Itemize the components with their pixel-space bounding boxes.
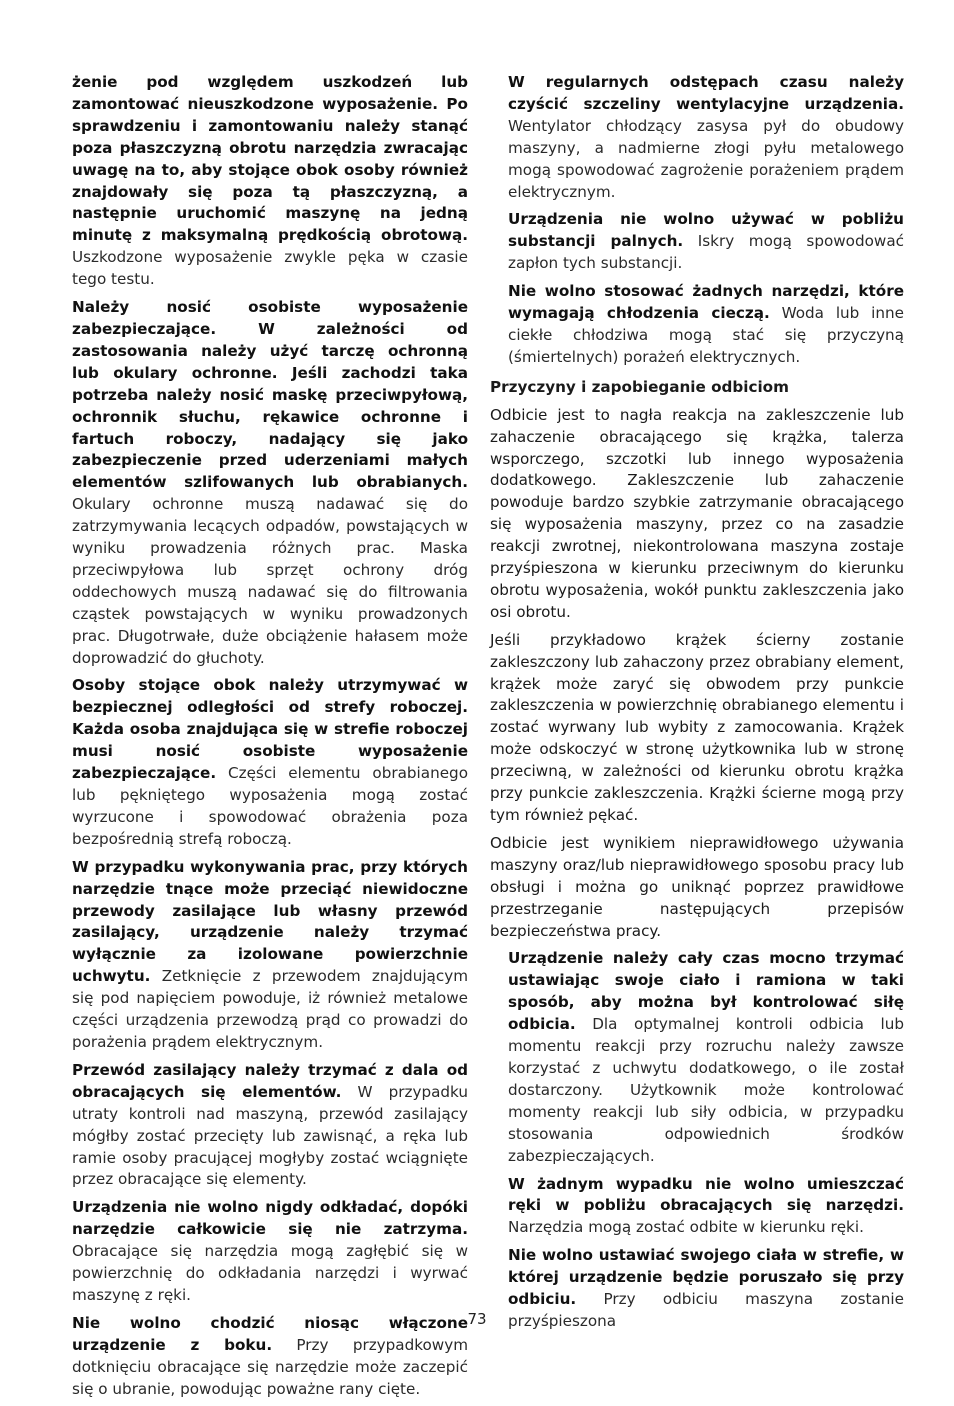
safety-paragraph — [508, 1174, 904, 1240]
safety-paragraph — [72, 297, 468, 669]
right-column — [490, 72, 904, 1339]
paragraph-bold-lead: Należy nosić osobiste wyposażenie zabezpieczające. W zależności od zastosowania należy użyć tarczę ochronną lub okulary ochronne. Jeśli zachodzi taka potrzeba należy nosić maskę przeciwpyłową, ochronnik słuchu, rękawice ochronne i fartuch roboczy, nadający się jako zabezpieczenie przed uderzeniami małych elementów szlifowanych lub obrabianych. — [72, 298, 468, 492]
paragraph-bold-lead: Osoby stojące obok należy utrzymywać w bezpiecznej odległości od strefy roboczej. Każda osoba znajdująca się w strefie roboczej musi nosić osobiste wyposażenie zabezpieczające. — [72, 676, 468, 783]
paragraph-bold-lead: W żadnym wypadku nie wolno umieszczać ręki w pobliżu obracających się narzędzi. — [508, 1174, 904, 1215]
paragraph-bold-lead: Urządzenia nie wolno używać w pobliżu substancji palnych. — [508, 210, 904, 251]
paragraph-bold-lead: Nie wolno ustawiać swojego ciała w strefie, w której urządzenie będzie poruszało się przy odbiciu. — [508, 1246, 904, 1309]
paragraph-bold-lead: żenie pod względem uszkodzeń lub zamontować nieuszkodzone wyposażenie. Po sprawdzeniu i zamontowaniu należy stanąć poza płaszczyzną obrotu narzędzia zwracając uwagę na to, aby stojące obok osoby również znajdowały się poza tą płaszczyzną, a następnie uruchomić maszynę na jedną minutę z maksymalną prędkością obrotową. — [72, 73, 468, 245]
safety-paragraph — [72, 1197, 468, 1307]
left-column — [72, 72, 468, 1406]
paragraph-body: Przy przypadkowym dotknięciu obracające się narzędzie może zaczepić się o ubranie, powodując poważne rany cięte. — [72, 1335, 468, 1398]
paragraph-body: Woda lub inne ciekłe chłodziwa mogą stać się przyczyną (śmiertelnych) porażeń elektrycznych. — [508, 304, 904, 366]
body-paragraph: Odbicie jest to nagła reakcja na zakleszczenie lub zahaczenie obracającego się krążka, talerza wsporczego, szczotki lub innego wyposażenia dodatkowego. Zakleszczenie lub zahaczenie powoduje bardzo szybkie zatrzymanie obracającego się wyposażenia maszyny, przez co na zasadzie reakcji zwrotnej, niekontrolowana maszyna zostaje przyśpieszona w kierunku przeciwnym do kierunku obrotu wyposażenia, wokół punktu zakleszczenia jako osi obrotu. — [490, 405, 904, 621]
paragraph-bold-lead: W regularnych odstępach czasu należy czyścić szczeliny wentylacyjne urządzenia. — [508, 73, 904, 113]
paragraph-bold-lead: Urządzenia nie wolno nigdy odkładać, dopóki narzędzie całkowicie się nie zatrzyma. — [72, 1198, 468, 1239]
paragraph-body: Narzędzia mogą zostać odbite w kierunku ręki. — [508, 1218, 864, 1237]
paragraph-body: Okulary ochronne muszą nadawać się do zatrzymywania lecących odpadów, powstających w wyniku prowadzenia różnych prac. Maska przeciwpyłowa lub sprzęt ochrony dróg oddechowych muszą nadawać się do filtrowania cząstek powstających w wyniku prowadzonych prac. Długotrwałe, duże obciążenie hałasem może doprowadzić do głuchoty. — [72, 495, 468, 667]
safety-paragraph — [508, 209, 904, 275]
safety-paragraph — [72, 857, 468, 1054]
safety-paragraph — [72, 72, 468, 291]
safety-paragraph — [72, 1060, 468, 1191]
paragraph-body: Iskry mogą spowodować zapłon tych substancji. — [508, 232, 904, 273]
body-paragraph: Jeśli przykładowo krążek ścierny zostanie zakleszczony lub zahaczony przez obrabiany element, krążek może zaryć się obwodem przy punkcie zakleszczenia w powierzchnię obrabianego elementu i zostać wyrwany lub wybity z zamocowania. Krążek może odskoczyć w stronę użytkownika lub w stronę przeciwną, w zależności od kierunku obrotu krążka przy punkcie zakleszczenia. Krążki ścierne mogą przy tym również pękać. — [490, 630, 904, 824]
safety-paragraph — [72, 675, 468, 850]
paragraph-body: Przy odbiciu maszyna zostanie przyśpieszona — [508, 1290, 904, 1330]
paragraph-bold-lead: W przypadku wykonywania prac, przy których narzędzie tnące może przeciąć niewidoczne przewody zasilające lub własny przewód zasilający, urządzenie należy trzymać wyłącznie za izolowane powierzchnie uchwytu. — [72, 857, 468, 986]
paragraph-bold-lead: Nie wolno chodzić niosąc włączone urządzenie z boku. — [72, 1313, 468, 1354]
paragraph-body: Obracające się narzędzia mogą zagłębić się w powierzchnię do odkładania narzędzi i wyrwać maszynę z ręki. — [72, 1242, 468, 1304]
paragraph-body: Uszkodzone wyposażenie zwykle pęka w czasie tego testu. — [72, 248, 468, 289]
page-number: 73 — [467, 1310, 487, 1328]
safety-paragraph — [508, 281, 904, 369]
section-heading: Przyczyny i zapobieganie odbiciom — [490, 377, 789, 396]
body-paragraph: Odbicie jest wynikiem nieprawidłowego używania maszyny oraz/lub nieprawidłowego sposobu pracy lub obsługi i można go uniknąć poprzez prawidłowe przestrzeganie następujących przepisów bezpieczeństwa pracy. — [490, 833, 904, 940]
paragraph-body: Dla optymalnej kontroli odbicia lub momentu reakcji przy rozruchu należy zawsze korzystać z uchwytu dodatkowego, o ile został dostarczony. Użytkownik może kontrolować momenty reakcji lub siły odbicia, w przypadku stosowania odpowiednich środków zabezpieczających. — [508, 1015, 904, 1165]
safety-paragraph — [508, 72, 904, 203]
paragraph-bold-lead: Nie wolno stosować żadnych narzędzi, które wymagają chłodzenia cieczą. — [508, 282, 904, 323]
safety-paragraph — [508, 948, 904, 1167]
paragraph-body: Wentylator chłodzący zasysa pył do obudowy maszyny, a nadmierne złogi pyłu metalowego mogą spowodować zagrożenie porażeniem prądem elektrycznym. — [508, 116, 904, 201]
paragraph-body: Części elementu obrabianego lub pękniętego wyposażenia mogą zostać wyrzucone i spowodować obrażenia poza bezpośrednią strefą roboczą. — [72, 764, 468, 848]
paragraph-body: W przypadku utraty kontroli nad maszyną, przewód zasilający mógłby zostać przecięty lub zawisnąć, a ręka lub ramie osoby pracującej mogłyby zostać wciągnięte przez obracające się elementy. — [72, 1082, 469, 1189]
paragraph-bold-lead: Urządzenie należy cały czas mocno trzymać ustawiając swoje ciało i ramiona w taki sposób, aby można był kontrolować siłę odbicia. — [508, 949, 904, 1034]
paragraph-bold-lead: Przewód zasilający należy trzymać z dala od obracających się elementów. — [72, 1060, 468, 1101]
paragraph-body: Zetknięcie z przewodem znajdującym się pod napięciem powoduje, iż również metalowe części urządzenia przewodzą prąd co prowadzi do porażenia prądem elektrycznym. — [72, 967, 468, 1051]
